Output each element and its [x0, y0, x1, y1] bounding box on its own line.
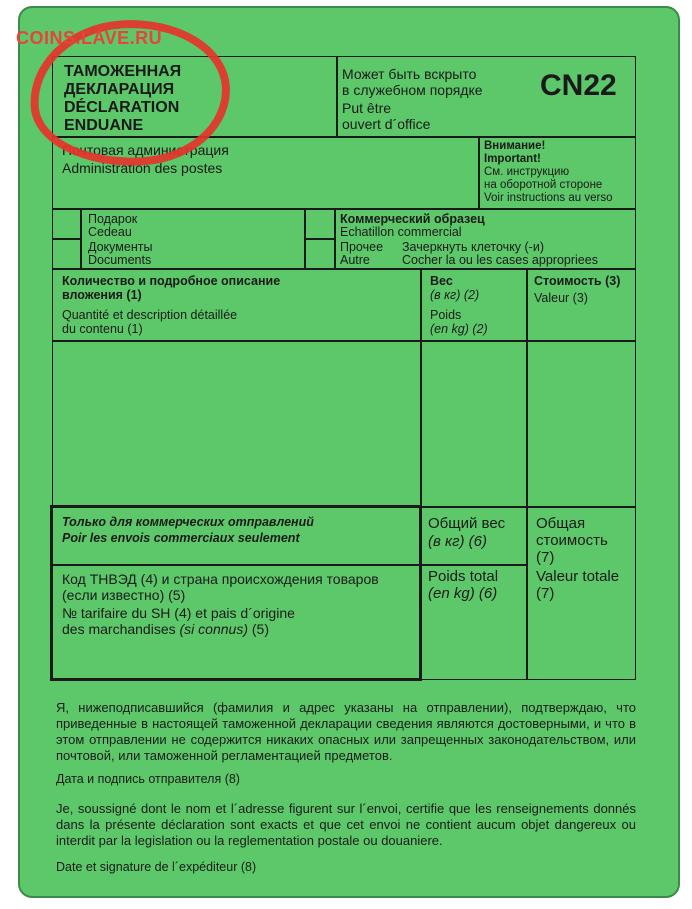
category-other-fr: Autre: [340, 253, 370, 267]
watermark: COINS.LAVE.RU: [16, 28, 163, 48]
commercial-title-ru: Только для коммерческих отправлений: [62, 515, 314, 529]
sender-signature-fr: Date et signature de l´expéditeur (8): [56, 860, 257, 874]
total-value-ru: Общая: [536, 515, 586, 532]
total-value-ru: стоимость: [536, 532, 608, 549]
divider: [52, 208, 636, 210]
value-heading: Стоимость (3): [534, 274, 621, 288]
postal-admin-ru: Почтовая администрация: [62, 142, 229, 158]
total-weight-unit-ru: (в кг) (6): [428, 533, 487, 550]
category-gift-fr: Cedeau: [88, 225, 132, 239]
hs-code-fr-ref: (5): [247, 621, 269, 637]
postal-admin-fr: Administration des postes: [62, 160, 223, 176]
form-title-line: DÉCLARATION: [64, 99, 180, 116]
notice-line: См. инструкцию: [484, 166, 570, 178]
weight-unit-ru: (в кг) (2): [430, 288, 480, 302]
total-weight-ru: Общий вес: [428, 515, 506, 532]
description-heading-fr: Quantité et description détaillée: [62, 308, 238, 322]
form-title-line: ENDUANE: [64, 117, 144, 134]
weight-unit-fr: (en kg) (2): [430, 322, 488, 336]
total-value-fr: (7): [536, 585, 555, 602]
total-value-fr: Valeur totale: [536, 568, 620, 585]
open-notice-line: ouvert d´office: [342, 116, 431, 132]
open-notice-line: Put être: [342, 100, 392, 116]
form-code: CN22: [540, 69, 617, 102]
divider: [52, 340, 636, 342]
category-documents-fr: Documents: [88, 253, 152, 267]
hs-code-fr: № tarifaire du SH (4) et pais d´origine: [62, 605, 295, 621]
category-commercial-sample-fr: Echatillon commercial: [340, 225, 462, 239]
sender-signature-ru: Дата и подпись отправителя (8): [56, 772, 240, 786]
divider: [52, 238, 81, 240]
hs-code-fr-italic: (si connus): [179, 621, 248, 637]
value-heading-fr: Valeur (3): [534, 291, 588, 305]
category-other-ru: Прочее: [340, 240, 384, 254]
notice-line: Внимание!: [484, 140, 546, 152]
open-notice-line: Может быть вскрыто: [342, 66, 477, 82]
hs-code-ru: Код ТНВЭД (4) и страна происхождения товаров: [62, 571, 379, 587]
notice-line: Voir instructions au verso: [484, 192, 613, 204]
divider: [526, 268, 528, 680]
hs-code-fr-text: des marchandises: [62, 621, 180, 637]
declaration-fr: Je, soussigné dont le nom et l´adresse figurent sur l´envoi, certifie que les renseignements donnés dans la présente déclaration sont exacts et que cet envoi ne contient aucum objet dangereux ou interdit par la legislation ou la reglementation postale ou douaniere.: [56, 801, 636, 848]
weight-heading: Вес: [430, 274, 453, 288]
description-heading-fr: du contenu (1): [62, 322, 143, 336]
category-gift-ru: Подарок: [88, 212, 138, 226]
weight-heading-fr: Poids: [430, 308, 462, 322]
open-notice-line: в служебном порядке: [342, 82, 483, 98]
divider: [52, 268, 636, 270]
divider: [420, 564, 526, 566]
notice-line: на оборотной стороне: [484, 179, 603, 191]
form-title-line: ДЕКЛАРАЦИЯ: [64, 81, 175, 98]
declaration-ru: Я, нижеподписавшийся (фамилия и адрес указаны на отправлении), подтверждаю, что приведенные в настоящей таможенной декларации сведения являются достоверными, и что в этом отправлении не содержится никаких опасных или запрещенных законодательством, или почтовой, или таможенной регламентацией предметов.: [56, 700, 636, 763]
divider: [336, 56, 338, 136]
tick-instruction-fr: Cocher la ou les cases appropriees: [402, 253, 598, 267]
category-documents-ru: Документы: [88, 240, 153, 254]
total-weight-fr: Poids total: [428, 568, 499, 585]
commercial-title-fr: Poir les envois commerciaux seulement: [62, 531, 300, 545]
hs-code-fr: [62, 621, 269, 637]
divider: [304, 238, 335, 240]
tick-instruction-ru: Зачеркнуть клеточку (-и): [402, 240, 544, 254]
hs-code-ru: (если известно) (5): [62, 587, 186, 603]
divider: [52, 564, 420, 566]
divider: [478, 136, 480, 208]
total-weight-unit-fr: (en kg) (6): [428, 585, 498, 602]
category-commercial-sample-ru: Коммерческий образец: [340, 212, 485, 226]
notice-line: Important!: [484, 153, 541, 165]
description-heading: вложения (1): [62, 288, 142, 302]
description-heading: Количество и подробное описание: [62, 274, 281, 288]
form-title-line: ТАМОЖЕННАЯ: [64, 63, 182, 80]
total-value-ru: (7): [536, 549, 555, 566]
